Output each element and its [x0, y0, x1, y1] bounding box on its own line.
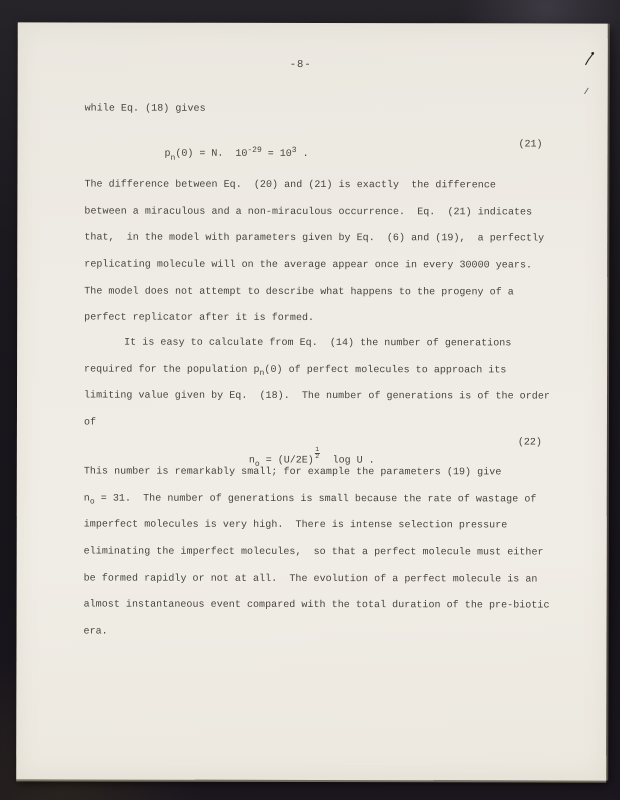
- fraction-exponent: $\frac{1}{2}$: [315, 446, 320, 460]
- text-line: between a miraculous and a non-miraculous occurrence. Eq. (21) indicates: [84, 206, 533, 219]
- superscript: 3: [291, 145, 297, 155]
- subscript: n: [170, 153, 176, 163]
- ink-mark-icon: [584, 88, 590, 95]
- equation-number: (21): [518, 139, 543, 151]
- equation-22: $n_o = (U/2E)$ $\frac{1}{2}$ log U .: [248, 446, 375, 469]
- equation-22-row: [84, 436, 542, 469]
- text-line: This number is remarkably small; for example the parameters (19) give: [83, 466, 502, 479]
- equation-21-row: [85, 138, 543, 161]
- text-line: almost instantaneous event compared with the total duration of the pre-biotic: [83, 599, 550, 612]
- subscript: o: [254, 459, 260, 469]
- text-line: limiting value given by Eq. (18). The number of generations is of the order: [83, 390, 550, 403]
- text-line: replicating molecule will on the average appear once in every 30000 years.: [84, 259, 533, 272]
- text-line: $n_o = 31$. The number of generations is small because the rate of wastage of: [83, 493, 537, 507]
- page-number: -8-: [289, 58, 312, 71]
- equation-21: $p_n(0) = N$. $10^{-29} = 10^3$ .: [164, 145, 309, 163]
- paragraph-1: [84, 173, 564, 334]
- superscript: -29: [247, 145, 262, 155]
- subscript: o: [89, 497, 95, 507]
- intro-line: while Eq. (18) gives: [84, 103, 206, 115]
- document-page: [16, 22, 608, 780]
- text-line: imperfect molecules is very high. There is intense selection pressure: [83, 519, 508, 532]
- ink-mark-icon: [583, 52, 596, 67]
- text-line: required for the population $p_n(0)$ of perfect molecules to approach its: [84, 364, 507, 379]
- subscript: n: [259, 369, 265, 379]
- text-line: that, in the model with parameters given by Eq. (6) and (19), a perfectly: [84, 232, 545, 245]
- paragraph-3: [83, 460, 563, 648]
- text-line: of: [83, 417, 97, 429]
- paragraph-2: [84, 331, 564, 439]
- text-line: perfect replicator after it is formed.: [84, 312, 315, 325]
- text-line: The difference between Eq. (20) and (21) is exactly the difference: [84, 179, 496, 192]
- text-line: It is easy to calculate from Eq. (14) the number of generations: [124, 337, 512, 350]
- text-line: be formed rapidly or not at all. The evolution of a perfect molecule is an: [83, 573, 538, 586]
- equation-number: (22): [517, 437, 542, 449]
- text-line: eliminating the imperfect molecules, so that a perfect molecule must either: [83, 546, 544, 559]
- text-line: The model does not attempt to describe what happens to the progeny of a: [84, 286, 514, 299]
- text-line: era.: [83, 626, 108, 638]
